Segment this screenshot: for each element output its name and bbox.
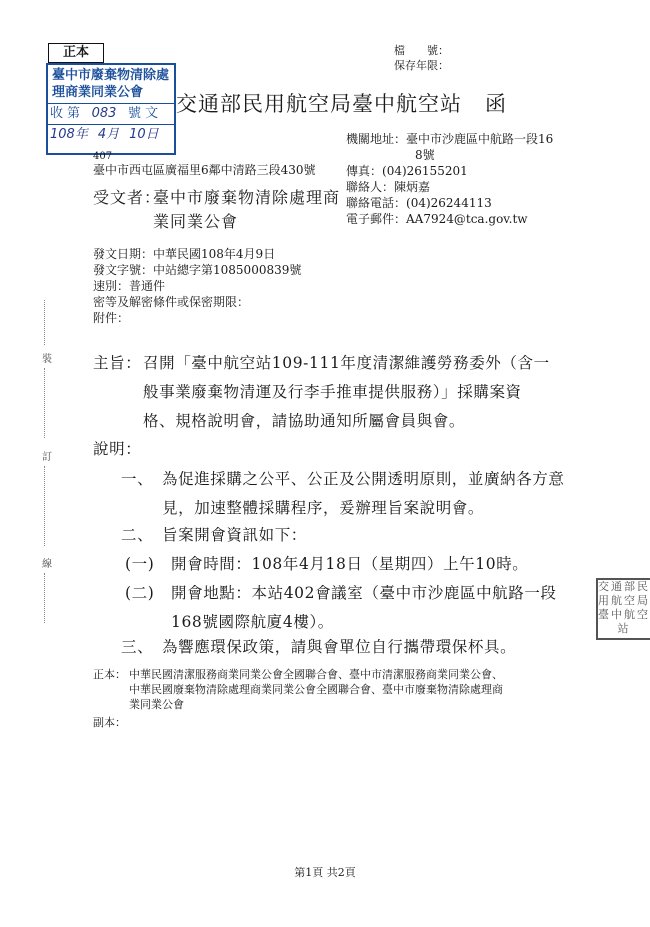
phone-label: 聯絡電話： [346, 196, 407, 210]
email-label: 電子郵件： [346, 212, 407, 226]
document-number-row [93, 262, 301, 278]
sub-item-2-text [171, 579, 591, 637]
binding-line-segment [44, 368, 45, 438]
item-1-line: 見，加速整體採購程序，爰辦理旨案說明會。 [162, 499, 485, 517]
binding-mark-zhuang: 裝 [42, 354, 52, 365]
agency-address-line2: 8號 [415, 148, 435, 162]
document-number-label: 發文字號： [93, 263, 154, 277]
binding-line-segment [44, 466, 45, 546]
contact-row [346, 179, 610, 195]
secrecy-row [93, 294, 301, 310]
cc-main-line: 業同業公會 [129, 698, 184, 711]
receipt-date-year: 108年 [50, 127, 88, 142]
receipt-hao-wen-label: 號 文 [128, 106, 159, 121]
document-type: 函 [485, 92, 506, 116]
subject-label: 主旨： [93, 354, 142, 372]
sub-item-2-line: 168號國際航廈4樓）。 [171, 613, 334, 631]
fax-number: (04)26155201 [382, 164, 468, 178]
page-number-footer: 第1頁 共2頁 [294, 866, 356, 879]
contact-name: 陳炳嘉 [394, 180, 431, 194]
speed-value: 普通件 [129, 279, 166, 293]
attachment-row [93, 310, 301, 326]
cc-copy-label: 副本： [93, 716, 126, 729]
cc-main-line: 中華民國清潔服務商業同業公會全國聯合會、臺中市清潔服務商業同業公會、 [129, 668, 503, 681]
receipt-stamp-org: 臺中市廢棄物清除處理商業同業公會 [52, 68, 170, 100]
binding-line-segment [44, 573, 45, 623]
item-1-line: 為促進採購之公平、公正及公開透明原則，並廣納各方意 [162, 470, 565, 488]
postal-code: 407 [93, 151, 113, 162]
sub-item-2-line: 開會地點：本站402會議室（臺中市沙鹿區中航路一段 [171, 584, 557, 602]
sub-item-1-text: 開會時間：108年4月18日（星期四）上午10時。 [171, 555, 529, 573]
subject-line: 格、規格說明會，請協助通知所屬會員與會。 [143, 412, 466, 430]
binding-line-segment [44, 300, 45, 345]
sub-item-1-number: (一) [125, 555, 155, 573]
binding-mark-ding: 訂 [42, 452, 52, 463]
issuing-agency-title: 交通部民用航空局臺中航空站 [176, 92, 462, 116]
cc-main-label: 正本： [93, 668, 126, 681]
item-1-number: 一、 [121, 470, 154, 488]
receipt-stamp-grid [48, 103, 174, 145]
file-number-label: 檔 號： [394, 44, 449, 57]
receipt-date-month: 4月 [97, 127, 120, 142]
issue-date-row [93, 246, 301, 262]
subject-text [143, 349, 618, 436]
contact-label: 聯絡人： [346, 180, 395, 194]
email-address: AA7924@tca.gov.tw [406, 212, 528, 226]
item-2-number: 二、 [121, 526, 154, 544]
cc-main-line: 中華民國廢棄物清除處理商業同業公會全國聯合會、臺中市廢棄物清除處理商 [129, 683, 503, 696]
secrecy-label: 密等及解密條件或保密期限： [93, 295, 250, 309]
item-3-number: 三、 [121, 638, 154, 656]
receipt-stamp [46, 63, 176, 155]
retention-period-label: 保存年限： [394, 59, 449, 72]
email-row [346, 211, 610, 227]
attachment-label: 附件： [93, 311, 130, 325]
agency-address-row [346, 131, 610, 147]
item-1-text [162, 465, 622, 523]
agency-address: 臺中市沙鹿區中航路一段16 [406, 132, 554, 146]
phone-row [346, 195, 610, 211]
receipt-di-label: 第 [67, 106, 81, 121]
fax-row [346, 163, 610, 179]
receipt-date-day: 10日 [129, 127, 159, 142]
sub-item-2-number: (二) [125, 584, 155, 602]
explanation-label: 說明： [93, 440, 142, 458]
official-seal: 交通部民用航空局臺中航空站 [596, 578, 650, 640]
issue-date: 中華民國108年4月9日 [153, 247, 276, 261]
item-3-text: 為響應環保政策，請與會單位自行攜帶環保杯具。 [162, 638, 517, 656]
subject-line: 召開「臺中航空站109-111年度清潔維護勞務委外（含一 [143, 354, 550, 372]
fax-label: 傳真： [346, 164, 383, 178]
document-meta [93, 246, 301, 326]
recipient-address: 臺中市西屯區廣福里6鄰中清路三段430號 [93, 163, 316, 177]
issue-date-label: 發文日期： [93, 247, 154, 261]
subject-line: 般事業廢棄物清運及行李手推車提供服務）」採購案資 [143, 383, 522, 401]
speed-row [93, 278, 301, 294]
binding-mark-xian: 線 [42, 559, 52, 570]
document-number: 中站總字第1085000839號 [153, 263, 302, 277]
cc-main-recipients [129, 667, 609, 712]
copy-type-stamp: 正本 [48, 43, 104, 63]
recipient-label: 受文者： [93, 188, 162, 207]
speed-label: 速別： [93, 279, 130, 293]
agency-info [346, 131, 610, 227]
recipient-name-line2: 業同業公會 [153, 212, 239, 231]
item-2-text: 旨案開會資訊如下： [162, 526, 307, 544]
recipient-name-line1: 臺中市廢棄物清除處理商 [153, 188, 341, 207]
agency-address-label: 機關地址： [346, 132, 407, 146]
receipt-label: 收 [50, 106, 64, 121]
receipt-number: 083 [91, 106, 117, 121]
phone-number: (04)26244113 [406, 196, 492, 210]
recipient-name [153, 186, 340, 234]
